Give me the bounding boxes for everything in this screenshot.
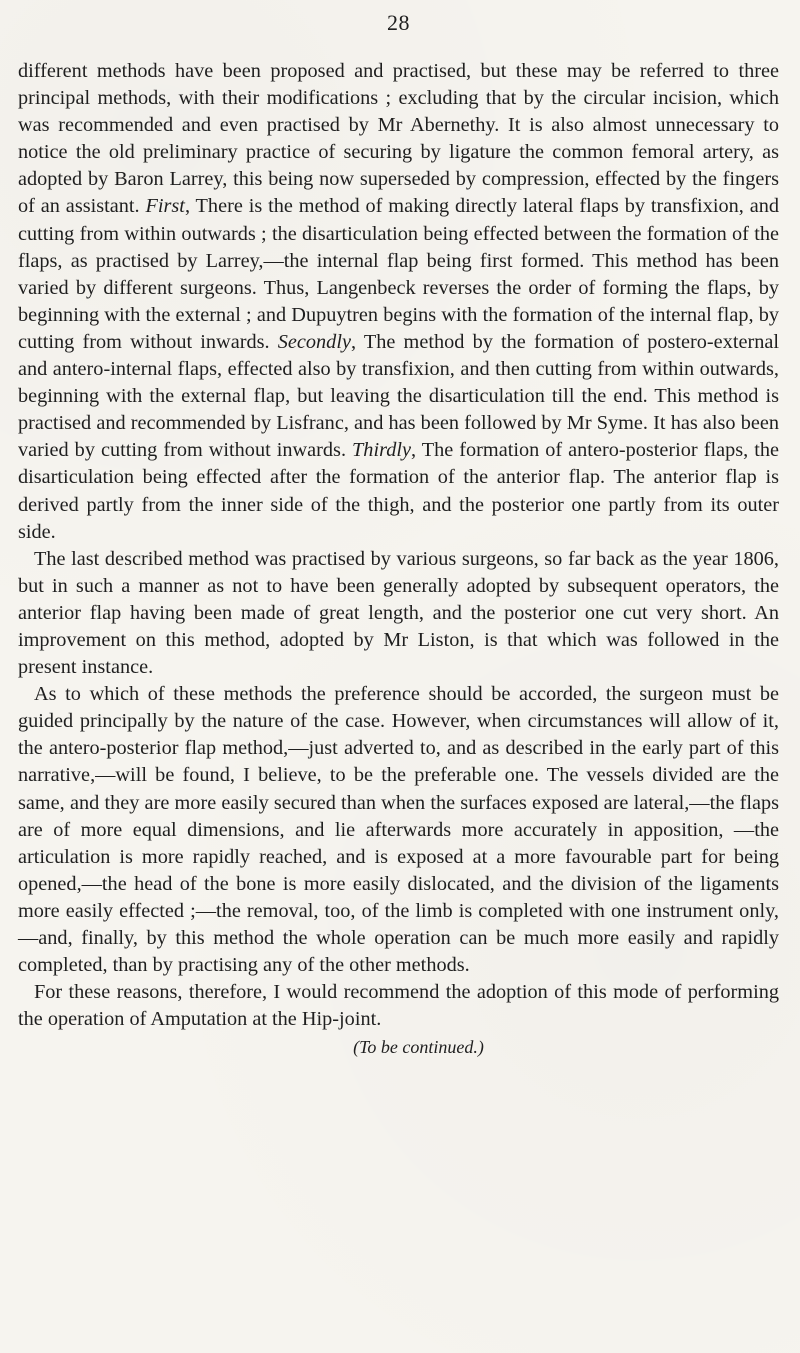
paragraph-1-segment-5: , The method by the formation of postero-external and antero-internal flaps, effected also by transfixion, and then cutting from within outwards, beginning with the external flap, but leaving the disarticulation till the end. This method is practised and recommended by Lisfranc, and has been followed by Mr Syme. It has also been varied by cutting from without inwards. (18, 330, 779, 462)
paragraph-1-segment-3: , There is the method of making directly lateral flaps by transfixion, and cutting from within outwards ; the disarticulation being effected between the formation of the flaps, as practised by Larrey,—the internal flap being first formed. This method has been varied by different surgeons. Thus, Langenbeck reverses the order of forming the flaps, by beginning with the external ; and Dupuytren begins with the formation of the internal flap, by cutting from without inwards. (18, 195, 779, 353)
body-text (18, 58, 779, 1033)
paragraph-1-segment-6: Thirdly (352, 439, 412, 462)
paragraph-1-segment-2: First (145, 195, 185, 218)
paragraph-4 (18, 979, 779, 1033)
paragraph-1-segment-4: Secondly (277, 330, 351, 353)
paragraph-1-segment-7: , The formation of antero-posterior flaps, the disarticulation being effected after the formation of the anterior flap. The anterior flap is derived partly from the inner side of the thigh, and the posterior one partly from its outer side. (18, 439, 779, 543)
paragraph-1-segment-1: different methods have been proposed and practised, but these may be referred to three principal methods, with their modifications ; excluding that by the circular incision, which was recommended and even practised by Mr Abernethy. It is also almost unnecessary to notice the old preliminary practice of securing by ligature the common femoral artery, as adopted by Baron Larrey, this being now superseded by compression, effected by the fingers of an assistant. (18, 60, 779, 218)
paragraph-2-segment-1: The last described method was practised by various surgeons, so far back as the year 1806, but in such a manner as not to have been generally adopted by subsequent operators, the anterior flap having been made of great length, and the posterior one cut very short. An improvement on this method, adopted by Mr Liston, is that which was followed in the present instance. (18, 547, 779, 679)
paragraph-1 (18, 58, 779, 546)
paragraph-3 (18, 681, 779, 979)
paragraph-2 (18, 546, 779, 681)
page-number: 28 (387, 10, 410, 35)
paragraph-4-segment-1: For these reasons, therefore, I would recommend the adoption of this mode of performing the operation of Amputation at the Hip-joint. (18, 981, 779, 1031)
continued-note: (To be continued.) (353, 1037, 484, 1058)
paragraph-3-segment-1: As to which of these methods the preference should be accorded, the surgeon must be guided principally by the nature of the case. However, when circumstances will allow of it, the antero-posterior flap method,—just adverted to, and as described in the early part of this narrative,—will be found, I believe, to be the preferable one. The vessels divided are the same, and they are more easily secured than when the surfaces exposed are lateral,—the flaps are of more equal dimensions, and lie afterwards more accurately in apposition, —the articulation is more rapidly reached, and is exposed at a more favourable part for being opened,—the head of the bone is more easily dislocated, and the division of the ligaments more easily effected ;—the removal, too, of the limb is completed with one instrument only,—and, finally, by this method the whole operation can be much more easily and rapidly completed, than by practising any of the other methods. (18, 683, 779, 977)
